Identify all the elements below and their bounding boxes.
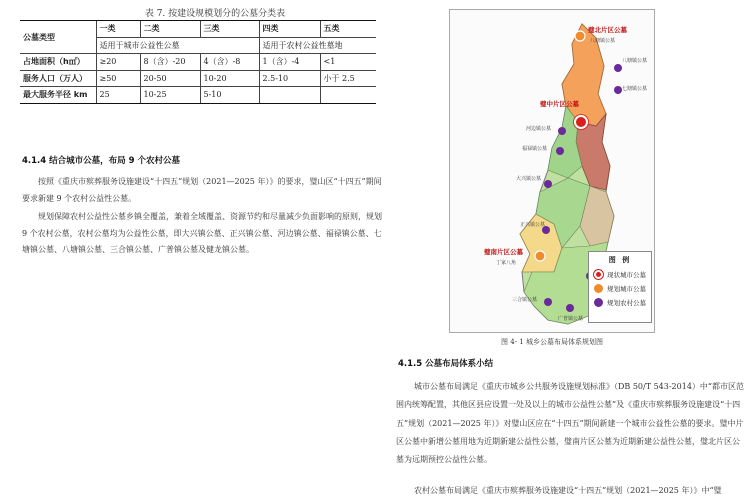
map-label: 丁家八角	[496, 260, 517, 266]
section-number: 4.1.4	[22, 156, 47, 166]
legend-label: 规划城市公墓	[607, 285, 646, 293]
north-city-cemetery-marker	[575, 31, 585, 41]
table-header-class-2: 二类	[140, 21, 200, 38]
rural-cemetery-marker	[614, 86, 622, 94]
planned-city-cemetery-icon	[594, 284, 603, 293]
table-row-label: 服务人口（万人）	[20, 70, 96, 87]
map-label: 璧北片区公墓	[588, 26, 627, 34]
map-label: 七塘镇公墓	[622, 86, 648, 92]
table-scope-city: 适用于城市公益性公墓	[96, 37, 259, 54]
section-title: 结合城市公墓，布局 9 个农村公墓	[49, 156, 181, 166]
map-label: 璧南片区公墓	[484, 248, 523, 256]
table-header-type: 公墓类型	[20, 21, 96, 54]
table-cell: 10-20	[200, 70, 259, 87]
map-label: 八塘镇公墓	[590, 38, 616, 44]
legend-label: 规划农村公墓	[607, 299, 646, 307]
table-cell: 小于 2.5	[320, 70, 376, 87]
table-header-class-4: 四类	[259, 21, 320, 38]
table-cell: ≥50	[96, 70, 140, 87]
table-cell: ≥20	[96, 54, 140, 71]
map-label: 大兴镇公墓	[516, 176, 542, 182]
south-city-cemetery-marker	[535, 251, 545, 261]
section-title: 公墓布局体系小结	[425, 359, 494, 369]
map-label: 八塘镇公墓	[622, 58, 648, 64]
table-cell	[259, 87, 320, 104]
table-scope-rural: 适用于农村公益性墓地	[259, 37, 376, 54]
legend-label: 现状城市公墓	[607, 271, 646, 279]
table-cell: 1（含）-4	[259, 54, 320, 71]
planned-rural-cemetery-icon	[594, 298, 603, 307]
map-label: 璧中片区公墓	[540, 100, 579, 108]
table-cell	[320, 87, 376, 104]
legend-item-current-city	[594, 270, 651, 279]
legend-item-planned-rural	[594, 298, 651, 307]
table-cell: 8（含）-20	[140, 54, 200, 71]
table-cell: 4（含）-8	[200, 54, 259, 71]
table-cell: 25	[96, 87, 140, 104]
table-caption: 表 7. 按建设规模划分的公墓分类表	[144, 9, 286, 19]
map-label: 福禄镇公墓	[522, 146, 548, 152]
table-header-class-1: 一类	[96, 21, 140, 38]
table-header-class-3: 三类	[200, 21, 259, 38]
section-heading-4-1-5	[398, 357, 493, 369]
legend-title: 图 例	[608, 256, 632, 264]
table-header-class-5: 五类	[320, 21, 376, 38]
legend-item-planned-city	[594, 284, 651, 293]
table-cell: 10-25	[140, 87, 200, 104]
current-city-cemetery-icon	[594, 270, 603, 279]
table-cell: <1	[320, 54, 376, 71]
middle-city-cemetery-marker	[575, 116, 587, 128]
map-label: 正兴镇公墓	[520, 222, 546, 228]
table-row-label: 最大服务半径 km	[20, 87, 96, 104]
map-label: 河边镇公墓	[526, 126, 552, 132]
table-cell: 2.5-10	[259, 70, 320, 87]
paragraph: 农村公墓布局满足《重庆市殡葬服务设施建设“十四五”规划（2021—2025 年）》中“璧	[414, 486, 722, 495]
section-number: 4.1.5	[398, 359, 423, 369]
rural-cemetery-marker	[566, 304, 574, 312]
cemetery-classification-table	[20, 20, 376, 104]
rural-cemetery-marker	[544, 180, 552, 188]
map-label: 三合镇公墓	[512, 297, 538, 303]
rural-cemetery-marker	[556, 147, 564, 155]
rural-cemetery-marker	[558, 127, 566, 135]
rural-cemetery-marker	[544, 298, 552, 306]
map-legend	[588, 251, 652, 323]
table-cell: 5-10	[200, 87, 259, 104]
table-cell: 20-50	[140, 70, 200, 87]
paragraph: 城市公墓布局满足《重庆市城乡公共服务设施规划标准》（DB 50/T 543-2014）中“都市区范围内统筹配置，其他区县应设置一处及以上的城市公益性公墓”及《重庆市殡葬服务设施建设“十四五”规划（2021—2025 年）》对璧山区应在“十四五”期间新建一个城市公益性公墓的要求。璧中片区公墓中新增公墓用地为近期新建公益性公墓，璧南片区公墓为近期新建公益性公墓，璧北片区公墓为远期预控公益性公墓。	[396, 382, 745, 465]
rural-cemetery-marker	[614, 64, 622, 72]
table-row-label: 占地面积（h㎡）	[20, 54, 96, 71]
map-label: 广普镇公墓	[558, 316, 584, 322]
figure-caption: 图 4- 1 城乡公墓布局体系规划图	[501, 338, 603, 346]
section-heading-4-1-4	[22, 154, 180, 166]
paragraph: 按照《重庆市殡葬服务设施建设“十四五”规划（2021—2025 年）》的要求，璧山区“十四五”期间要求新建 9 个农村公益性公墓。	[22, 177, 382, 203]
paragraph: 规划保障农村公益性公墓乡镇全覆盖，兼着全域覆盖、资源节约和尽量减少负面影响的原则，规划 9 个农村公墓，农村公墓均为公益性公墓，即大兴镇公墓、正兴镇公墓、河边镇公墓、福禄镇公墓、七塘镇公墓、八塘镇公墓、三合镇公墓、广普镇公墓及健龙镇公墓。	[22, 212, 382, 254]
